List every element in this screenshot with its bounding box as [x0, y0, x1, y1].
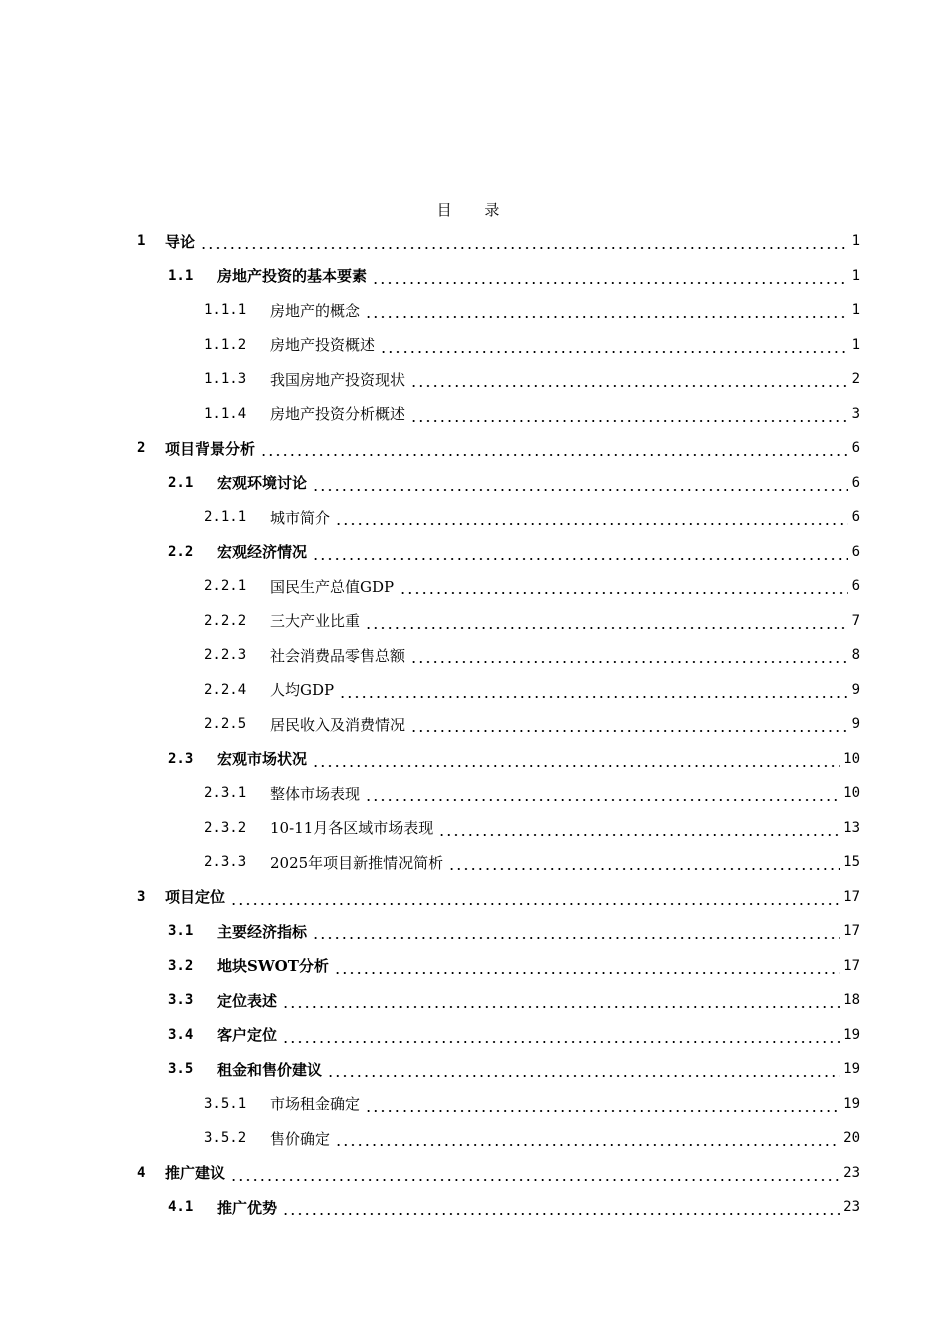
toc-entry[interactable]: [137, 983, 860, 1018]
toc-entry-number: 2.3.2: [204, 819, 247, 836]
toc-entry-title: 推广建议: [165, 1164, 226, 1183]
toc-entry[interactable]: [137, 845, 860, 880]
toc-entry[interactable]: [137, 535, 860, 570]
toc-entry-title: 推广优势: [217, 1198, 278, 1217]
dot-leader: [230, 1179, 840, 1181]
toc-entry-number: 2.2: [168, 543, 194, 560]
toc-entry-page: 1: [851, 233, 860, 250]
dot-leader: [448, 868, 840, 870]
toc-entry-title: 房地产投资分析概述: [270, 405, 406, 424]
toc-title: 目 录: [436, 201, 514, 219]
toc-entry-page: 9: [851, 681, 860, 698]
toc-entry-number: 2.2.2: [204, 612, 247, 629]
toc-entry-number: 2.2.5: [204, 716, 247, 733]
toc-entry-number: 1.1.1: [204, 302, 247, 319]
toc-entry-page: 7: [851, 612, 860, 629]
dot-leader: [399, 592, 848, 594]
dot-leader: [312, 937, 840, 939]
dot-leader: [312, 765, 840, 767]
toc-entry-page: 20: [843, 1130, 860, 1147]
toc-entry-title: 2025年项目新推情况简析: [270, 853, 444, 872]
toc-entry-title: 房地产投资概述: [270, 336, 376, 355]
toc-entry-title: 定位表述: [217, 991, 278, 1010]
toc-entry-title: 客户定位: [217, 1026, 278, 1045]
toc-entry-page: 23: [843, 1199, 860, 1216]
toc-entry-number: 1.1.2: [204, 336, 247, 353]
toc-entry-number: 2.2.1: [204, 578, 247, 595]
toc-entry[interactable]: [137, 1156, 860, 1191]
toc-entry-page: 18: [843, 992, 860, 1009]
dot-leader: [410, 420, 848, 422]
toc-entry-number: 3.1: [168, 923, 194, 940]
toc-entry-page: 6: [851, 578, 860, 595]
dot-leader: [282, 1006, 840, 1008]
toc-entry[interactable]: [137, 880, 860, 915]
dot-leader: [438, 834, 840, 836]
toc-entry[interactable]: [137, 638, 860, 673]
toc-entry-number: 3.5.2: [204, 1130, 247, 1147]
dot-leader: [365, 1110, 840, 1112]
toc-entry-page: 1: [851, 302, 860, 319]
toc-entry-number: 2.3.3: [204, 854, 247, 871]
toc-entry-title: 国民生产总值GDP: [270, 577, 395, 596]
toc-entry-page: 10: [843, 750, 860, 767]
toc-entry-number: 3.2: [168, 957, 194, 974]
dot-leader: [410, 730, 848, 732]
toc-entry-page: 13: [843, 819, 860, 836]
toc-entry[interactable]: [137, 949, 860, 984]
toc-entry-page: 23: [843, 1164, 860, 1181]
toc-entry-page: 15: [843, 854, 860, 871]
toc-entry-page: 9: [851, 716, 860, 733]
toc-entry-number: 3.3: [168, 992, 194, 1009]
toc-entry[interactable]: [137, 431, 860, 466]
dot-leader: [282, 1213, 840, 1215]
toc-entry[interactable]: [137, 776, 860, 811]
toc-entry-title: 房地产投资的基本要素: [217, 267, 368, 286]
dot-leader: [365, 627, 848, 629]
toc-entry[interactable]: [137, 569, 860, 604]
toc-entry-title: 我国房地产投资现状: [270, 370, 406, 389]
dot-leader: [410, 385, 848, 387]
toc-entry-number: 2.1.1: [204, 509, 247, 526]
toc-entry[interactable]: [137, 742, 860, 777]
toc-entry-number: 3.5.1: [204, 1095, 247, 1112]
toc-entry-title: 租金和售价建议: [217, 1060, 323, 1079]
toc-entry-page: 6: [851, 474, 860, 491]
dot-leader: [327, 1075, 840, 1077]
toc-entry[interactable]: [137, 500, 860, 535]
toc-entry-title: 地块SWOT分析: [217, 957, 329, 976]
toc-entry[interactable]: [137, 466, 860, 501]
toc-entry-number: 4: [137, 1164, 146, 1181]
toc-entry-title: 导论: [165, 232, 196, 251]
toc-entry-number: 2: [137, 440, 146, 457]
toc-entry[interactable]: [137, 362, 860, 397]
toc-entry-number: 1.1.3: [204, 371, 247, 388]
toc-entry-number: 2.1: [168, 474, 194, 491]
dot-leader: [334, 972, 840, 974]
toc-entry-number: 3: [137, 888, 146, 905]
toc-entry-title: 宏观市场状况: [217, 750, 308, 769]
toc-entry-page: 8: [851, 647, 860, 664]
toc-entry-title: 城市简介: [270, 508, 331, 527]
toc-entry-number: 3.4: [168, 1026, 194, 1043]
toc-entry-title: 房地产的概念: [270, 301, 361, 320]
toc-entry-title: 10-11月各区域市场表现: [270, 819, 434, 838]
toc-entry-title: 社会消费品零售总额: [270, 646, 406, 665]
dot-leader: [335, 523, 848, 525]
dot-leader: [380, 351, 848, 353]
toc-entry-number: 2.3.1: [204, 785, 247, 802]
dot-leader: [312, 558, 848, 560]
toc-entry[interactable]: [137, 1087, 860, 1122]
dot-leader: [339, 696, 848, 698]
toc-entry-page: 19: [843, 1095, 860, 1112]
toc-entry-number: 2.3: [168, 750, 194, 767]
toc-entry-page: 17: [843, 923, 860, 940]
toc-entry[interactable]: [137, 397, 860, 432]
dot-leader: [410, 661, 848, 663]
toc-entry-title: 主要经济指标: [217, 922, 308, 941]
toc-entry[interactable]: [137, 1121, 860, 1156]
dot-leader: [230, 903, 840, 905]
toc-entry[interactable]: [137, 328, 860, 363]
toc-entry-page: 17: [843, 888, 860, 905]
toc-entry[interactable]: [137, 673, 860, 708]
toc-entry-page: 2: [851, 371, 860, 388]
toc-entry-page: 3: [851, 405, 860, 422]
toc-entry-title: 三大产业比重: [270, 612, 361, 631]
toc-entry-page: 6: [851, 543, 860, 560]
toc-entry-title: 宏观经济情况: [217, 543, 308, 562]
toc-entry-title: 售价确定: [270, 1129, 331, 1148]
toc-entry-page: 19: [843, 1061, 860, 1078]
dot-leader: [365, 316, 848, 318]
toc-entry-page: 1: [851, 336, 860, 353]
toc-entry-title: 宏观环境讨论: [217, 474, 308, 493]
toc-entry-page: 6: [851, 509, 860, 526]
toc-entry-title: 市场租金确定: [270, 1095, 361, 1114]
toc-entry-number: 2.2.3: [204, 647, 247, 664]
toc-entry-number: 2.2.4: [204, 681, 247, 698]
toc-entry-number: 3.5: [168, 1061, 194, 1078]
toc-entry-title: 居民收入及消费情况: [270, 715, 406, 734]
dot-leader: [372, 282, 848, 284]
toc-entry-title: 整体市场表现: [270, 784, 361, 803]
toc-entry[interactable]: [137, 259, 860, 294]
table-of-contents: [137, 224, 860, 1225]
toc-entry[interactable]: [137, 293, 860, 328]
dot-leader: [260, 454, 848, 456]
toc-entry-page: 19: [843, 1026, 860, 1043]
toc-entry[interactable]: [137, 811, 860, 846]
toc-entry-number: 1.1.4: [204, 405, 247, 422]
toc-entry[interactable]: [137, 224, 860, 259]
dot-leader: [312, 489, 848, 491]
toc-entry[interactable]: [137, 1190, 860, 1225]
toc-entry-number: 1.1: [168, 267, 194, 284]
toc-entry-page: 6: [851, 440, 860, 457]
toc-entry-number: 1: [137, 233, 146, 250]
toc-entry-page: 1: [851, 267, 860, 284]
toc-entry[interactable]: [137, 1052, 860, 1087]
toc-entry-title: 项目定位: [165, 888, 226, 907]
toc-entry-title: 人均GDP: [270, 681, 335, 700]
dot-leader: [200, 247, 848, 249]
dot-leader: [335, 1144, 840, 1146]
dot-leader: [282, 1041, 840, 1043]
toc-entry[interactable]: [137, 707, 860, 742]
toc-entry[interactable]: [137, 1018, 860, 1053]
toc-entry-page: 10: [843, 785, 860, 802]
toc-entry[interactable]: [137, 914, 860, 949]
toc-entry-number: 4.1: [168, 1199, 194, 1216]
toc-entry-title: 项目背景分析: [165, 439, 256, 458]
toc-entry[interactable]: [137, 604, 860, 639]
dot-leader: [365, 799, 840, 801]
toc-entry-page: 17: [843, 957, 860, 974]
